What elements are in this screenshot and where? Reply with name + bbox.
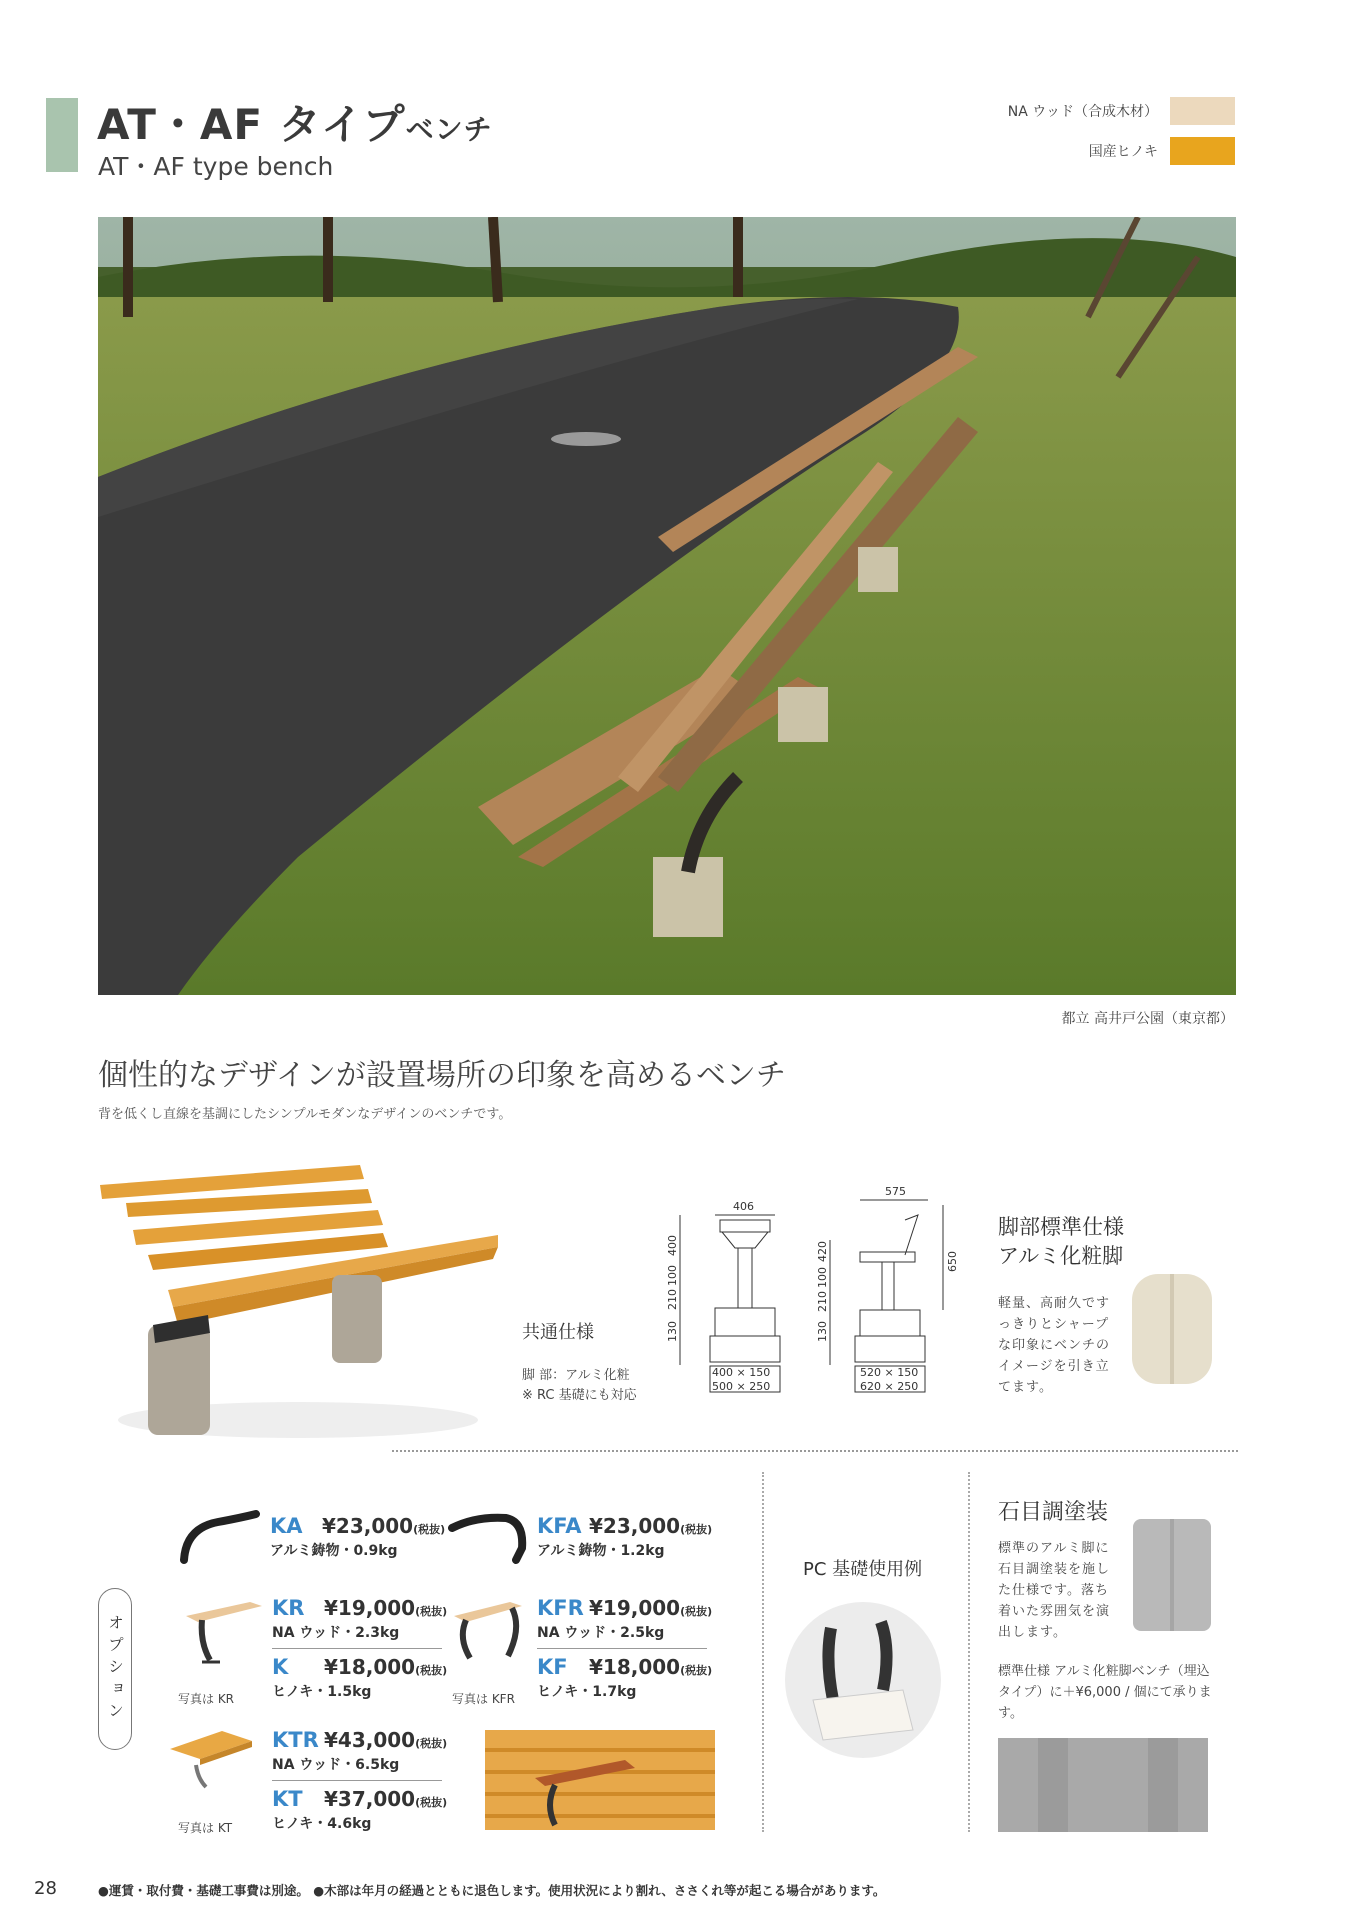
option-kfa: KFA ¥23,000(税抜) アルミ鋳物・1.2kg: [537, 1514, 713, 1559]
armrest-kr-icon: [180, 1598, 270, 1668]
option-ktr-kt: KTR ¥43,000(税抜) NA ウッド・6.5kg KT ¥37,000(税抜) ヒノキ・4.6kg: [272, 1728, 448, 1832]
dimension-diagrams: [660, 1180, 970, 1405]
dim-right-width: 575: [885, 1185, 906, 1198]
common-spec-line2: ※ RC 基礎にも対応: [522, 1388, 637, 1403]
leg-standard-title2: アルミ化粧脚: [998, 1244, 1124, 1268]
swatch-label: 国産ヒノキ: [1088, 144, 1158, 160]
common-spec: [522, 1318, 637, 1406]
armrest-kfa-icon: [446, 1508, 530, 1568]
page-subtitle: AT・AF type bench: [98, 152, 334, 181]
photo-note-kr: 写真は KR: [178, 1692, 235, 1706]
table-mounted-bench-photo: [485, 1730, 715, 1830]
armrest-ka-icon: [178, 1508, 262, 1568]
stone-finish-title: 石目調塗装: [998, 1500, 1109, 1525]
dim-left-210: 210: [666, 1289, 679, 1310]
dim-right-650: 650: [946, 1251, 959, 1272]
armrest-kfr-icon: [448, 1598, 538, 1668]
dim-left-base1: 400 × 150: [712, 1366, 771, 1379]
table-kt-icon: [166, 1727, 256, 1791]
stone-texture-sample: [998, 1738, 1208, 1832]
dim-right-420: 420: [816, 1241, 829, 1262]
column-divider: [762, 1472, 764, 1832]
photo-note-kt: 写真は KT: [178, 1821, 233, 1835]
column-divider: [968, 1472, 970, 1832]
intro-text: 背を低くし直線を基調にしたシンプルモダンなデザインのベンチです。: [98, 1107, 512, 1122]
leg-standard-body: 軽量、高耐久ですっきりとシャープな印象にベンチのイメージを引き立てます。: [998, 1296, 1111, 1395]
photo-caption: 都立 高井戸公園（東京都）: [1061, 1011, 1234, 1027]
swatch-color: [1170, 137, 1235, 165]
hero-photo: [98, 217, 1236, 995]
common-spec-title: 共通仕様: [522, 1322, 594, 1343]
pc-foundation-photo: [783, 1600, 943, 1760]
dim-right-210: 210: [816, 1291, 829, 1312]
leg-standard-spec: [998, 1213, 1124, 1398]
option-kfr-kf: KFR ¥19,000(税抜) NA ウッド・2.5kg KF ¥18,000(税抜) ヒノキ・1.7kg: [537, 1596, 713, 1700]
dim-left-base2: 500 × 250: [712, 1380, 771, 1393]
dim-right-base1: 520 × 150: [860, 1366, 919, 1379]
page-number: 28: [34, 1878, 57, 1899]
page-title: AT・AF タイプベンチ: [97, 100, 493, 149]
option-ka: KA ¥23,000(税抜) アルミ鋳物・0.9kg: [270, 1514, 446, 1559]
dim-right-base2: 620 × 250: [860, 1380, 919, 1393]
photo-note-kfr: 写真は KFR: [452, 1692, 515, 1706]
swatch-na-wood: [1008, 97, 1235, 125]
leg-standard-title1: 脚部標準仕様: [998, 1215, 1124, 1239]
title-accent-bar: [46, 98, 78, 172]
section-divider: [392, 1450, 1238, 1452]
aluminium-leg-photo: [1128, 1270, 1216, 1388]
stone-finish-note: 標準仕様 アルミ化粧脚ベンチ（埋込タイプ）に＋¥6,000 / 個にて承ります。: [998, 1664, 1212, 1721]
pc-foundation-title: PC 基礎使用例: [803, 1559, 923, 1580]
dim-left-100: 100: [666, 1265, 679, 1286]
option-kr-k: KR ¥19,000(税抜) NA ウッド・2.3kg K ¥18,000(税抜) ヒノキ・1.5kg: [272, 1596, 448, 1700]
common-spec-line1: 脚 部：アルミ化粧: [522, 1368, 630, 1383]
dim-right-100: 100: [816, 1267, 829, 1288]
footer-note: ●運賃・取付費・基礎工事費は別途。 ●木部は年月の経過とともに退色します。使用状況により割れ、ささくれ等が起こる場合があります。: [98, 1883, 886, 1898]
swatch-color: [1170, 97, 1235, 125]
swatch-hinoki: [1089, 137, 1235, 165]
dim-right-130: 130: [816, 1321, 829, 1342]
stone-leg-photo: [1128, 1515, 1218, 1640]
swatch-label: NA ウッド（合成木材）: [1007, 104, 1158, 120]
bench-product-photo: [98, 1155, 498, 1445]
dim-left-130: 130: [666, 1321, 679, 1342]
dim-left-400: 400: [666, 1235, 679, 1256]
dim-left-width: 406: [733, 1200, 754, 1213]
options-label: オプション: [98, 1588, 132, 1750]
stone-finish-body: 標準のアルミ脚に石目調塗装を施した仕様です。落ち着いた雰囲気を演出します。: [998, 1541, 1111, 1640]
headline: 個性的なデザインが設置場所の印象を高めるベンチ: [98, 1058, 786, 1093]
